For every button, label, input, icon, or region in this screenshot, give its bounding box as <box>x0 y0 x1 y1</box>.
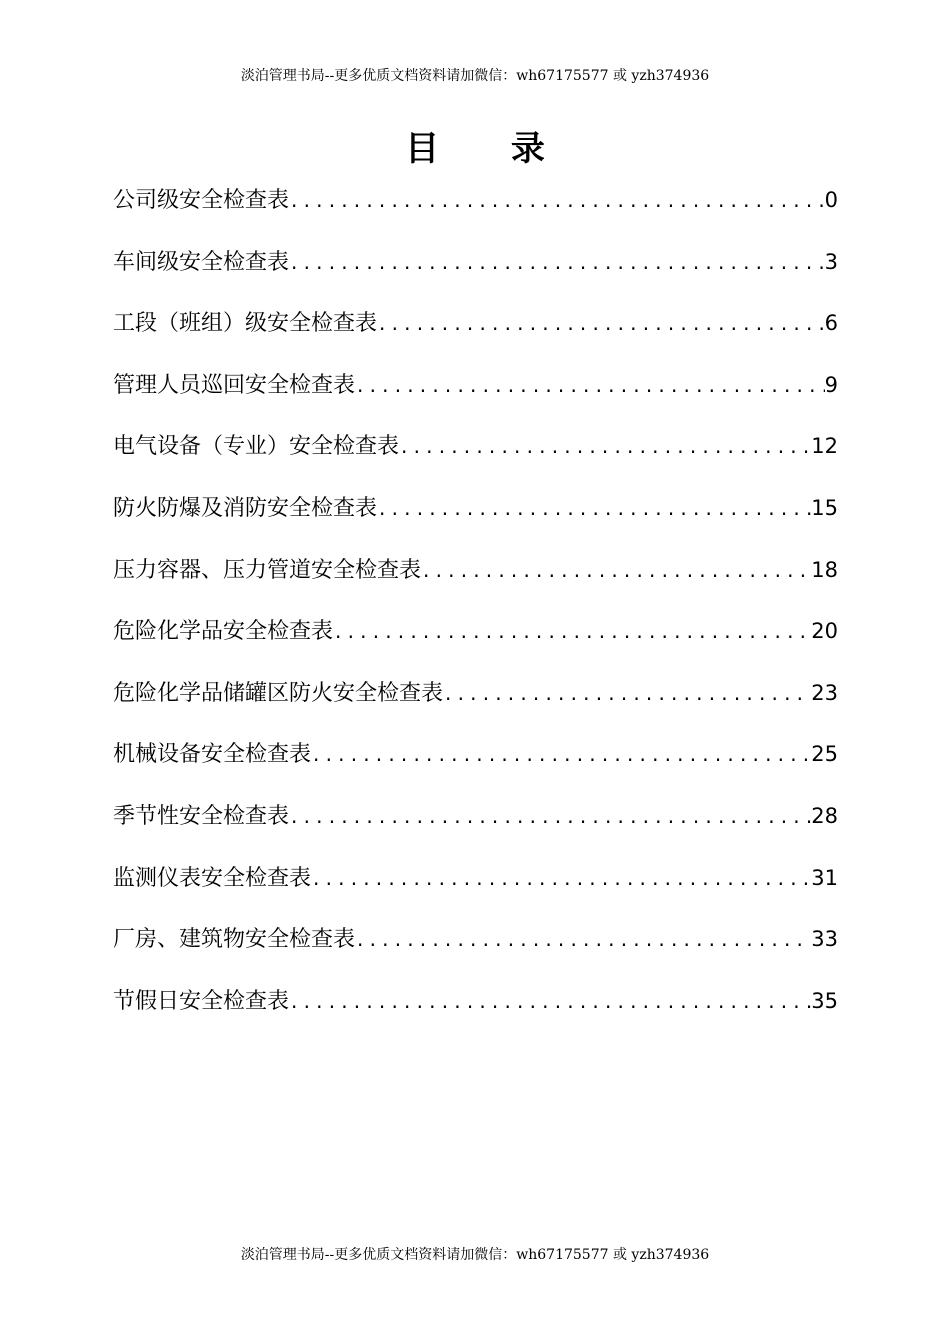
toc-entry-title: 危险化学品储罐区防火安全检查表 <box>113 680 444 706</box>
toc-entry[interactable] <box>113 977 838 1039</box>
toc-entry[interactable] <box>113 607 838 669</box>
toc-page-number: 28 <box>811 803 838 828</box>
toc-entry-title: 危险化学品安全检查表 <box>113 619 334 645</box>
toc-entry-title: 节假日安全检查表 <box>113 988 290 1014</box>
toc-entry-title: 车间级安全检查表 <box>113 249 290 275</box>
dot-leader <box>421 546 811 594</box>
dot-leader <box>399 422 811 470</box>
toc-entry[interactable] <box>113 422 838 484</box>
toc-entry-title: 工段（班组）级安全检查表 <box>113 311 378 337</box>
dot-leader <box>289 977 811 1025</box>
toc-page-number: 20 <box>811 619 838 644</box>
page-title: 目 录 <box>405 129 575 169</box>
dot-leader <box>289 176 825 224</box>
toc-entry-title: 防火防爆及消防安全检查表 <box>113 495 378 521</box>
toc-page-number: 31 <box>811 865 838 890</box>
toc-entry-title: 管理人员巡回安全检查表 <box>113 372 356 398</box>
toc-entry[interactable] <box>113 854 838 916</box>
dot-leader <box>289 792 811 840</box>
page-header: 淡泊管理书局--更多优质文档资料请加微信：wh67175577 或 yzh374936 <box>240 68 710 84</box>
toc-page-number: 0 <box>824 188 838 212</box>
toc-entry[interactable] <box>113 546 838 608</box>
toc-entry-title: 季节性安全检查表 <box>113 803 290 829</box>
toc-page-number: 23 <box>811 680 838 705</box>
toc-entry[interactable] <box>113 238 838 300</box>
dot-leader <box>311 730 811 778</box>
table-of-contents <box>113 176 838 1038</box>
toc-entry[interactable] <box>113 484 838 546</box>
dot-leader <box>355 361 825 409</box>
toc-entry-title: 压力容器、压力管道安全检查表 <box>113 557 422 583</box>
toc-page-number: 3 <box>824 249 838 274</box>
toc-entry[interactable] <box>113 299 838 361</box>
toc-page-number: 25 <box>811 742 838 767</box>
toc-page-number: 18 <box>811 557 838 582</box>
toc-page-number: 33 <box>811 927 838 952</box>
toc-page-number: 9 <box>824 372 838 397</box>
toc-page-number: 35 <box>811 988 838 1013</box>
dot-leader <box>377 299 825 347</box>
toc-entry-title: 机械设备安全检查表 <box>113 742 312 768</box>
dot-leader <box>355 915 811 963</box>
toc-entry-title: 监测仪表安全检查表 <box>113 865 312 891</box>
dot-leader <box>311 854 811 902</box>
toc-entry[interactable] <box>113 792 838 854</box>
toc-entry[interactable] <box>113 669 838 731</box>
dot-leader <box>333 607 811 655</box>
dot-leader <box>289 238 825 286</box>
toc-entry[interactable] <box>113 915 838 977</box>
toc-page-number: 6 <box>824 311 838 336</box>
toc-entry[interactable] <box>113 730 838 792</box>
toc-entry-title: 厂房、建筑物安全检查表 <box>113 927 356 953</box>
dot-leader <box>377 484 811 532</box>
toc-entry-title: 电气设备（专业）安全检查表 <box>113 434 400 460</box>
toc-entry[interactable] <box>113 361 838 423</box>
toc-page-number: 15 <box>811 495 838 520</box>
dot-leader <box>443 669 811 717</box>
toc-entry-title: 公司级安全检查表 <box>113 188 290 213</box>
toc-entry[interactable] <box>113 176 838 238</box>
page-footer: 淡泊管理书局--更多优质文档资料请加微信：wh67175577 或 yzh374936 <box>240 1247 710 1263</box>
toc-page-number: 12 <box>811 434 838 459</box>
